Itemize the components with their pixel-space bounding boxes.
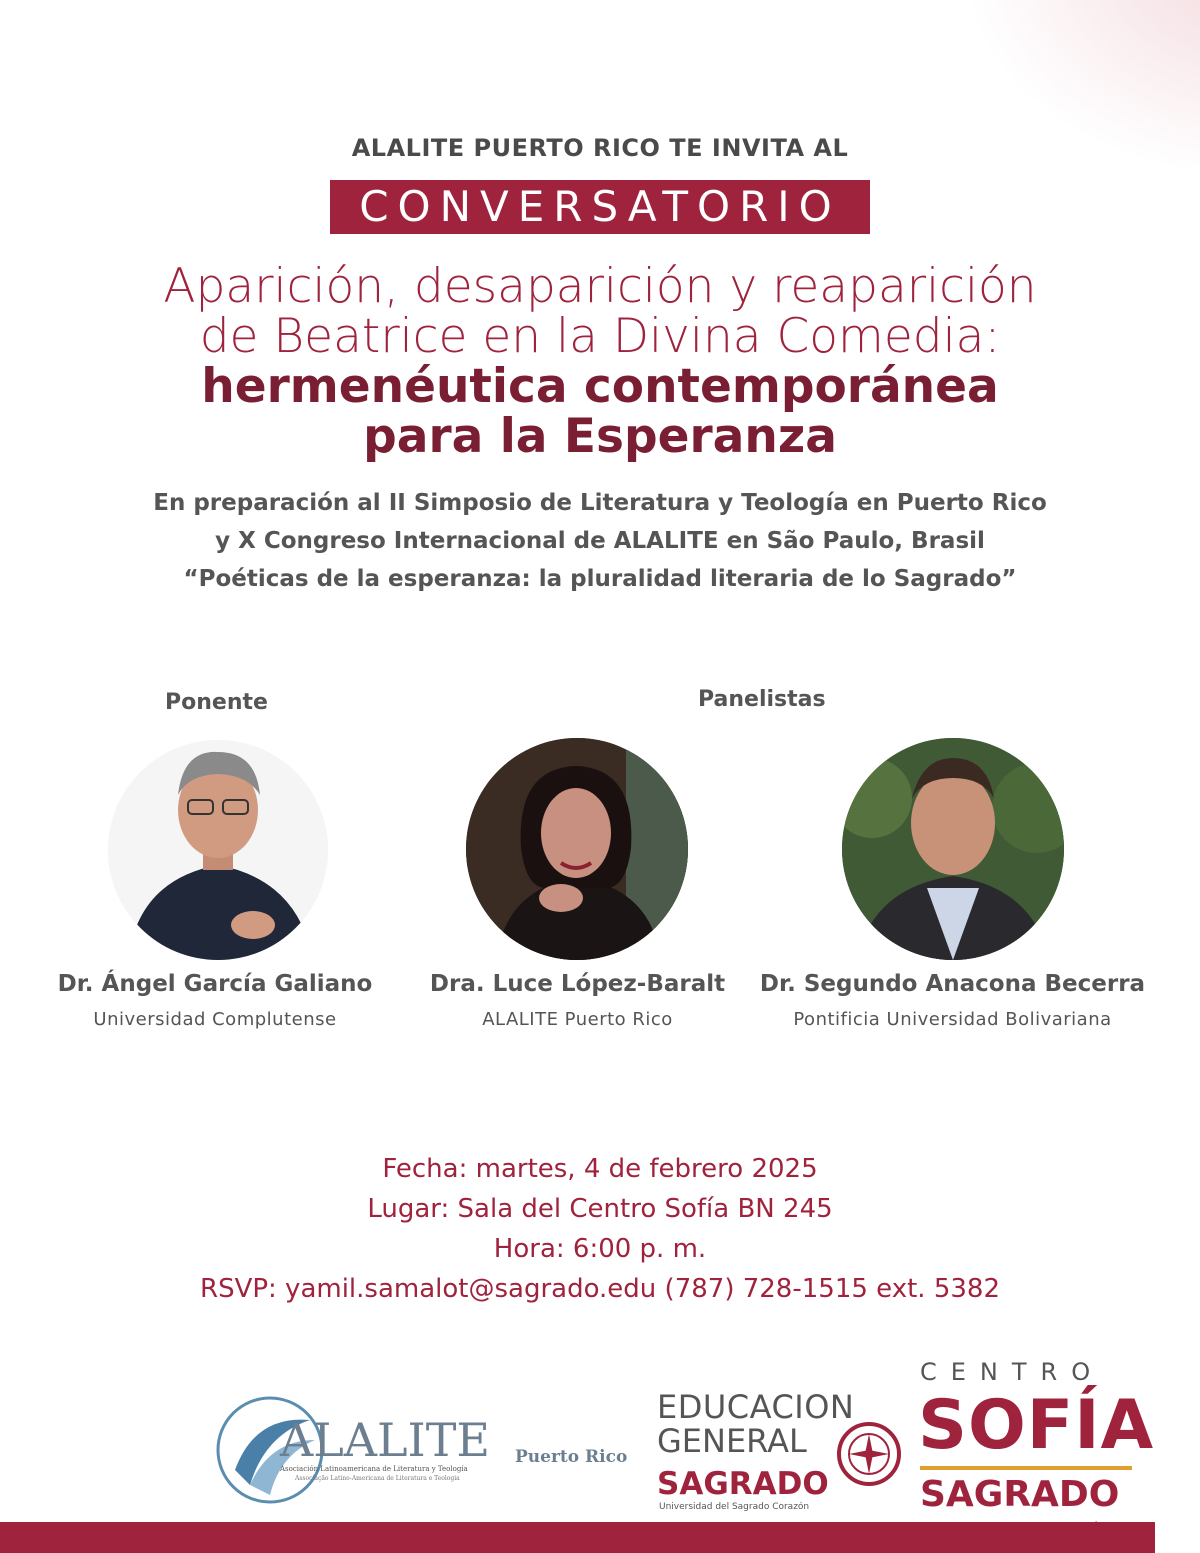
speaker-institution: Universidad Complutense: [93, 1009, 337, 1030]
compass-icon: [835, 1420, 903, 1488]
event-place: Lugar: Sala del Centro Sofía BN 245: [367, 1194, 833, 1224]
title-line: Aparición, desaparición y reaparición: [163, 259, 1037, 314]
prep-line: “Poéticas de la esperanza: la pluralidad literaria de lo Sagrado”: [183, 566, 1017, 592]
educacion-brand: SAGRADO: [657, 1466, 829, 1502]
speaker-photo: [108, 740, 328, 960]
educacion-line2: GENERAL: [657, 1422, 807, 1460]
speaker-institution: Pontificia Universidad Bolivariana: [793, 1009, 1112, 1030]
invite-heading: ALALITE PUERTO RICO TE INVITA AL: [351, 134, 849, 162]
event-details: [0, 1149, 1200, 1309]
speaker-photo: [842, 738, 1064, 960]
prep-line: y X Congreso Internacional de ALALITE en São Paulo, Brasil: [215, 528, 985, 554]
subtitle-line: para la Esperanza: [363, 409, 837, 464]
educacion-general-logo: [655, 1388, 905, 1513]
title-line: de Beatrice en la Divina Comedia:: [199, 309, 1001, 364]
speaker-institution: ALALITE Puerto Rico: [482, 1009, 673, 1030]
prep-line: En preparación al II Simposio de Literatura y Teología en Puerto Rico: [153, 490, 1047, 516]
ponente-label: Ponente: [165, 690, 268, 715]
speaker-photo: [466, 738, 688, 960]
event-rsvp: RSVP: yamil.samalot@sagrado.edu (787) 728-1515 ext. 5382: [200, 1274, 1000, 1304]
alalite-tagline-pt: Associação Latino-Americana de Literatura e Teologia: [295, 1475, 460, 1482]
sofia-name: SOFÍA: [918, 1386, 1155, 1465]
subtitle-line: hermenéutica contemporánea: [201, 359, 999, 414]
speaker-portrait-icon: [108, 740, 328, 960]
sofia-divider: [920, 1466, 1132, 1470]
alalite-tagline: Asociación Latinoamericana de Literatura y Teología: [280, 1465, 468, 1473]
educacion-university: Universidad del Sagrado Corazón: [659, 1502, 810, 1512]
centro-sofia-logo: [918, 1358, 1155, 1538]
speaker-name: Dra. Luce López-Baralt: [429, 971, 726, 997]
speaker-portrait-icon: [466, 738, 688, 960]
sofia-brand: SAGRADO: [920, 1474, 1120, 1515]
event-title: [0, 259, 1200, 364]
bottom-bar: [0, 1522, 1155, 1553]
educacion-line1: EDUCACION: [657, 1388, 855, 1426]
alalite-name: ALALITE: [280, 1413, 490, 1467]
alalite-logo: [215, 1395, 635, 1505]
speaker-name: Dr. Segundo Anacona Becerra: [759, 971, 1146, 997]
event-subtitle: [0, 359, 1200, 464]
alalite-region: Puerto Rico: [515, 1447, 628, 1467]
preparation-text: [0, 484, 1200, 598]
conversatorio-badge: CONVERSATORIO: [330, 180, 870, 234]
event-date: Fecha: martes, 4 de febrero 2025: [382, 1154, 818, 1184]
speaker-name: Dr. Ángel García Galiano: [57, 971, 373, 997]
panelistas-label: Panelistas: [698, 687, 826, 712]
sofia-top: CENTRO: [920, 1358, 1105, 1386]
speaker-portrait-icon: [842, 738, 1064, 960]
event-time: Hora: 6:00 p. m.: [493, 1234, 707, 1264]
